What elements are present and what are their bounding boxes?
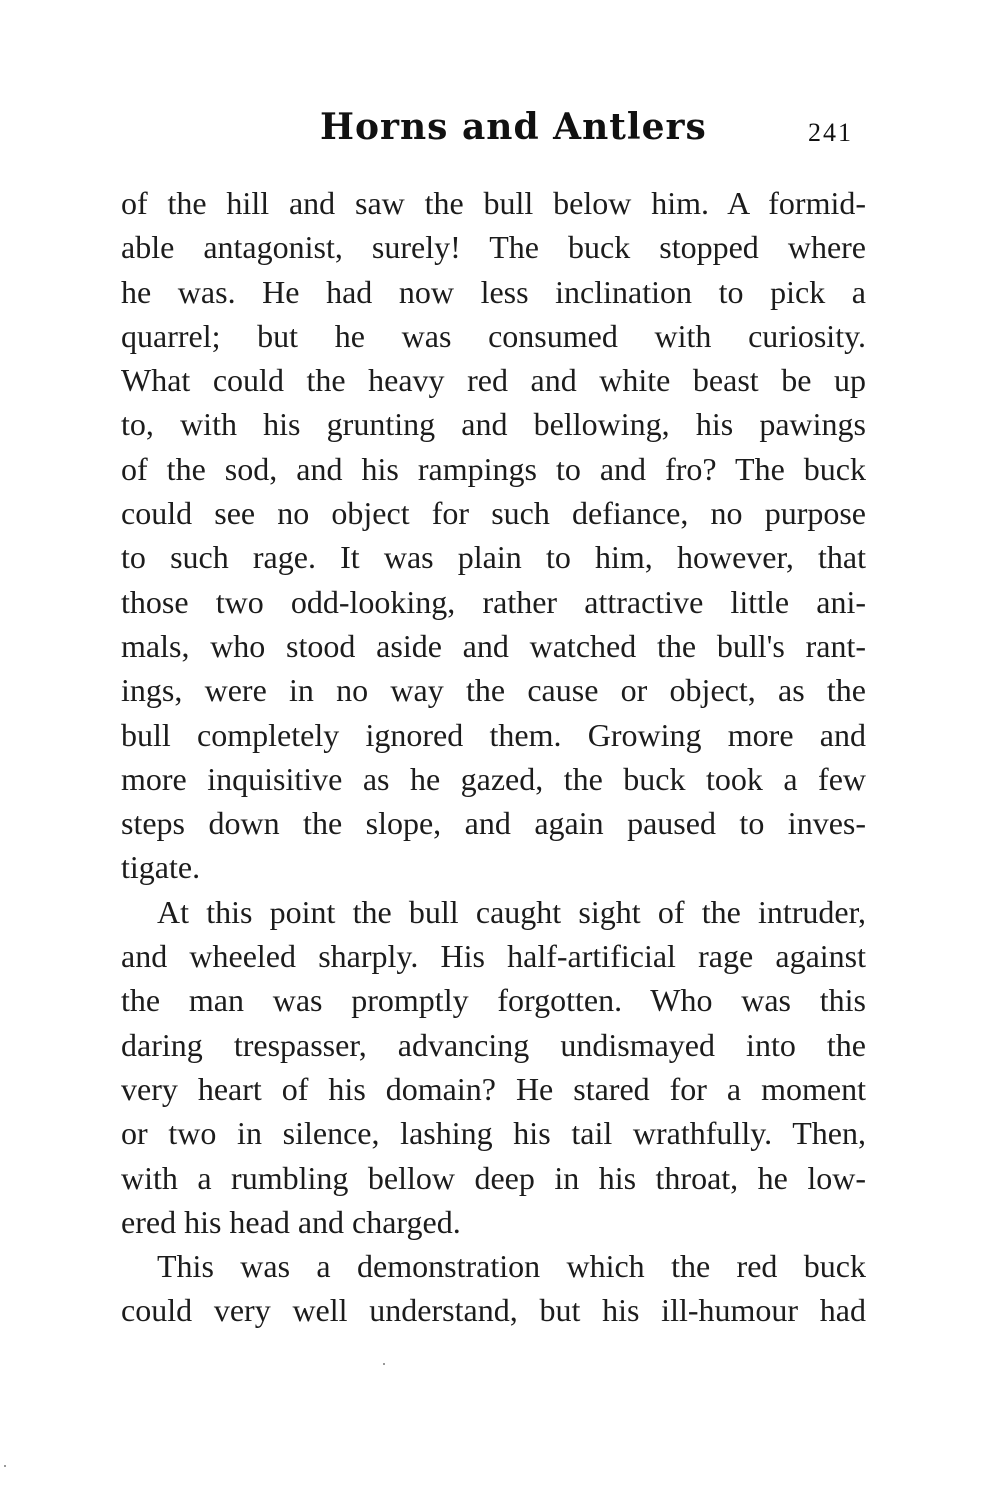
- text-line: What could the heavy red and white beast be up: [121, 362, 866, 399]
- text-line: to, with his grunting and bellowing, his pawings: [121, 406, 866, 443]
- text-line: more inquisitive as he gazed, the buck took a few: [121, 760, 866, 797]
- body-text: [121, 181, 866, 1333]
- running-title: Horns and Antlers: [320, 106, 707, 148]
- text-line: mals, who stood aside and watched the bull's rant-: [121, 627, 866, 664]
- text-line: very heart of his domain? He stared for a moment: [121, 1070, 866, 1107]
- text-line: could see no object for such defiance, no purpose: [121, 495, 866, 532]
- text-line: of the sod, and his rampings to and fro? The buck: [121, 450, 866, 487]
- text-line: he was. He had now less inclination to pick a: [121, 273, 866, 310]
- scan-speck: [4, 1465, 6, 1467]
- text-line: could very well understand, but his ill-humour had: [121, 1292, 866, 1329]
- text-line: and wheeled sharply. His half-artificial rage against: [121, 938, 866, 975]
- text-line: those two odd-looking, rather attractive little ani-: [121, 583, 866, 620]
- paragraph-first-line: This was a demonstration which the red buck: [157, 1248, 866, 1285]
- text-line: bull completely ignored them. Growing more and: [121, 716, 866, 753]
- text-line: with a rumbling bellow deep in his throat, he low-: [121, 1159, 866, 1196]
- text-line: quarrel; but he was consumed with curiosity.: [121, 317, 866, 354]
- text-line: the man was promptly forgotten. Who was this: [121, 982, 866, 1019]
- text-line: to such rage. It was plain to him, however, that: [121, 539, 866, 576]
- text-line: steps down the slope, and again paused to inves-: [121, 805, 866, 842]
- paragraph-first-line: At this point the bull caught sight of the intruder,: [157, 893, 866, 930]
- text-line: daring trespasser, advancing undismayed into the: [121, 1026, 866, 1063]
- text-line: tigate.: [121, 849, 201, 886]
- text-line: ings, were in no way the cause or object, as the: [121, 672, 866, 709]
- text-line: of the hill and saw the bull below him. A formid-: [121, 185, 866, 221]
- text-line: or two in silence, lashing his tail wrathfully. Then,: [121, 1115, 866, 1152]
- text-line: ered his head and charged.: [121, 1203, 461, 1240]
- text-line: able antagonist, surely! The buck stopped where: [121, 229, 866, 266]
- scan-speck: [383, 1363, 385, 1365]
- page-number: 241: [808, 118, 853, 147]
